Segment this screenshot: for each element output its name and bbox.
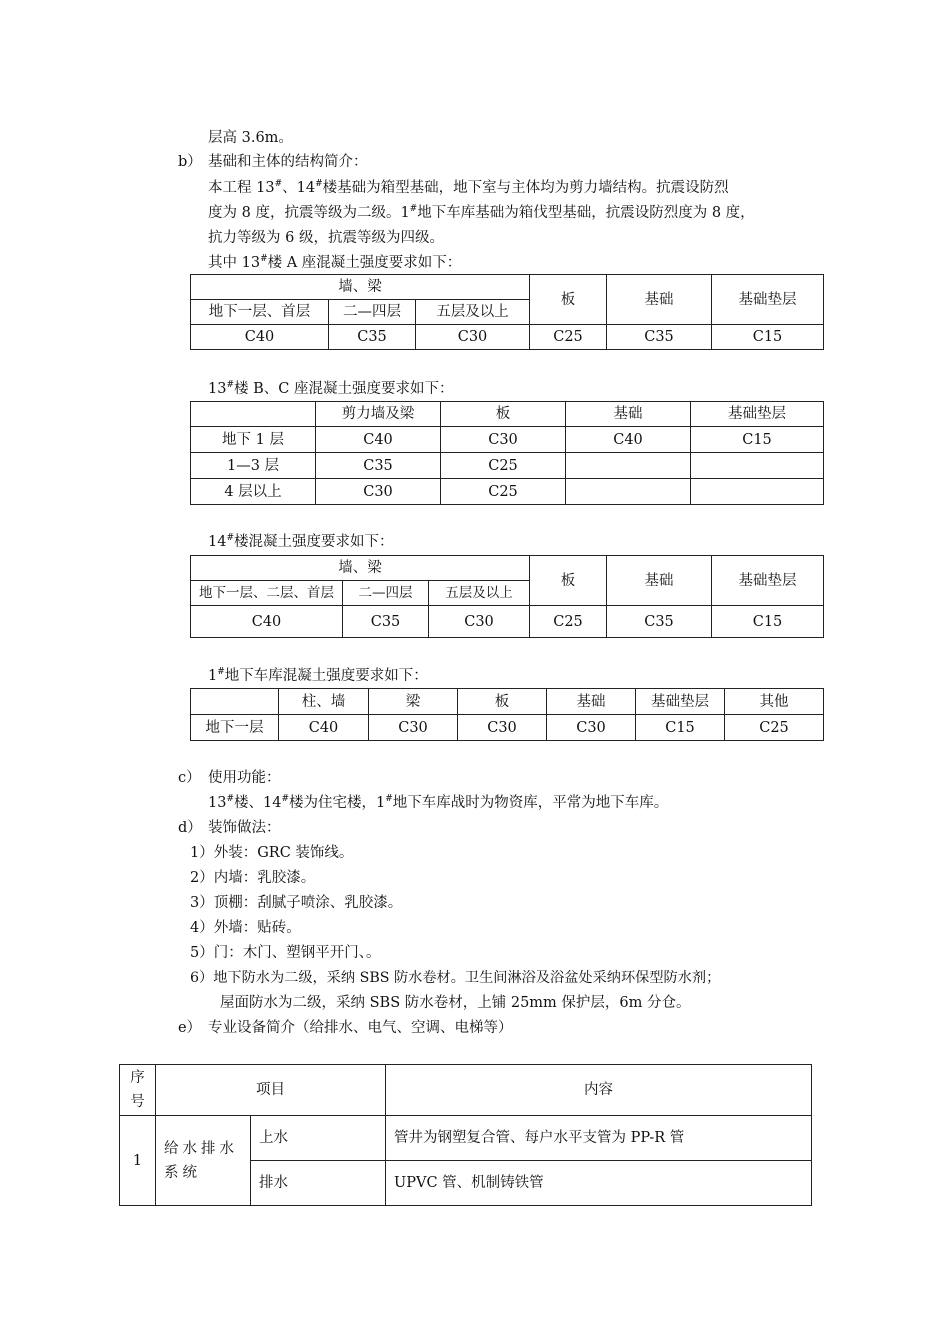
table5-equipment xyxy=(119,1064,812,1206)
table4-cell: C15 xyxy=(636,715,725,741)
section-c-title: 使用功能： xyxy=(208,770,281,786)
table2-header: 剪力墙及梁 xyxy=(316,402,441,427)
table2-cell: 地下 1 层 xyxy=(191,427,316,453)
table4-cell: C30 xyxy=(547,715,636,741)
section-b-paragraph-3: 抗力等级为 6 级，抗震等级为四级。 xyxy=(208,230,444,246)
table1-cell: C35 xyxy=(329,325,416,350)
table5-sub-item: 上水 xyxy=(251,1116,386,1161)
table1-header-cushion: 基础垫层 xyxy=(712,275,824,325)
table4-header: 柱、墙 xyxy=(279,689,369,715)
table2-header xyxy=(191,402,316,427)
table4-caption: 1#地下车库混凝土强度要求如下： xyxy=(208,667,428,684)
table1-concrete-13a xyxy=(190,274,824,350)
table1-subheader: 五层及以上 xyxy=(416,300,530,325)
section-e-title: 专业设备简介（给排水、电气、空调、电梯等） xyxy=(208,1020,513,1036)
table1-cell: C15 xyxy=(712,325,824,350)
table2-header: 基础 xyxy=(566,402,691,427)
table3-cell: C35 xyxy=(343,606,429,638)
table4-header xyxy=(191,689,279,715)
decoration-item: 5）门：木门、塑钢平开门、。 xyxy=(190,945,381,961)
table1-cell: C35 xyxy=(607,325,712,350)
table3-cell: C25 xyxy=(530,606,607,638)
section-b-paragraph-1: 本工程 13#、14#楼基础为箱型基础，地下室与主体均为剪力墙结构。抗震设防烈 xyxy=(208,179,729,196)
table1-group-header: 墙、梁 xyxy=(191,275,530,300)
decoration-item: 3）顶棚：刮腻子喷涂、乳胶漆。 xyxy=(190,895,403,911)
table2-cell: C15 xyxy=(691,427,824,453)
table2-cell: C25 xyxy=(441,479,566,505)
decoration-item-continued: 屋面防水为二级，采纳 SBS 防水卷材，上铺 25mm 保护层，6m 分仓。 xyxy=(220,995,691,1011)
table1-cell: C25 xyxy=(530,325,607,350)
section-d-title: 装饰做法： xyxy=(208,820,281,836)
table2-cell xyxy=(566,453,691,479)
table3-header-cushion: 基础垫层 xyxy=(712,556,824,606)
table1-cell: C30 xyxy=(416,325,530,350)
table5-header-item: 项目 xyxy=(156,1065,386,1116)
section-d-label: d） xyxy=(178,820,202,836)
table3-subheader: 五层及以上 xyxy=(429,581,530,606)
table2-concrete-13bc xyxy=(190,401,824,505)
table1-cell: C40 xyxy=(191,325,329,350)
section-c-text: 13#楼、14#楼为住宅楼，1#地下车库战时为物资库，平常为地下车库。 xyxy=(208,794,669,811)
table3-header-slab: 板 xyxy=(530,556,607,606)
floor-height-line: 层高 3.6m。 xyxy=(208,130,293,146)
decoration-item: 1）外装：GRC 装饰线。 xyxy=(190,845,354,861)
table4-concrete-garage xyxy=(190,688,824,741)
table4-cell: C30 xyxy=(458,715,547,741)
table2-cell xyxy=(566,479,691,505)
table2-cell: C30 xyxy=(316,479,441,505)
table5-header-content: 内容 xyxy=(386,1065,812,1116)
table2-cell: C35 xyxy=(316,453,441,479)
table2-cell xyxy=(691,453,824,479)
table3-cell: C30 xyxy=(429,606,530,638)
table1-header-foundation: 基础 xyxy=(607,275,712,325)
table1-caption: 其中 13#楼 A 座混凝土强度要求如下： xyxy=(208,254,462,271)
table3-caption: 14#楼混凝土强度要求如下： xyxy=(208,533,394,550)
table4-cell: 地下一层 xyxy=(191,715,279,741)
section-b-label: b） xyxy=(178,154,202,170)
table2-cell: C40 xyxy=(566,427,691,453)
table5-content-cell: 管井为钢塑复合管、每户水平支管为 PP-R 管 xyxy=(386,1116,812,1161)
table2-cell: C40 xyxy=(316,427,441,453)
table4-header: 板 xyxy=(458,689,547,715)
table5-header-seq: 序号 xyxy=(120,1065,156,1116)
table1-header-slab: 板 xyxy=(530,275,607,325)
section-b-title: 基础和主体的结构简介： xyxy=(208,154,368,170)
section-c-label: c） xyxy=(178,770,201,786)
table4-header: 基础 xyxy=(547,689,636,715)
table3-concrete-14 xyxy=(190,555,824,638)
table2-cell: 1—3 层 xyxy=(191,453,316,479)
section-e-label: e） xyxy=(178,1020,202,1036)
table3-subheader: 地下一层、二层、首层 xyxy=(191,581,343,606)
table4-cell: C25 xyxy=(725,715,824,741)
section-b-paragraph-2: 度为 8 度，抗震等级为二级。1#地下车库基础为箱伐型基础，抗震设防烈度为 8 度， xyxy=(208,204,755,221)
table1-subheader: 地下一层、首层 xyxy=(191,300,329,325)
table3-subheader: 二—四层 xyxy=(343,581,429,606)
decoration-item: 6）地下防水为二级，采纳 SBS 防水卷材。卫生间淋浴及浴盆处采纳环保型防水剂； xyxy=(190,970,721,986)
table4-cell: C30 xyxy=(369,715,458,741)
table4-header: 其他 xyxy=(725,689,824,715)
table3-cell: C15 xyxy=(712,606,824,638)
table2-cell: C30 xyxy=(441,427,566,453)
table2-cell xyxy=(691,479,824,505)
table2-header: 基础垫层 xyxy=(691,402,824,427)
decoration-item: 4）外墙：贴砖。 xyxy=(190,920,301,936)
table4-cell: C40 xyxy=(279,715,369,741)
table3-header-foundation: 基础 xyxy=(607,556,712,606)
table5-sub-item: 排水 xyxy=(251,1161,386,1206)
table2-caption: 13#楼 B、C 座混凝土强度要求如下： xyxy=(208,380,454,397)
table3-cell: C40 xyxy=(191,606,343,638)
table2-cell: C25 xyxy=(441,453,566,479)
table1-subheader: 二—四层 xyxy=(329,300,416,325)
decoration-item: 2）内墙：乳胶漆。 xyxy=(190,870,316,886)
table5-system-cell: 给水排水系统 xyxy=(156,1116,251,1206)
table3-cell: C35 xyxy=(607,606,712,638)
table2-cell: 4 层以上 xyxy=(191,479,316,505)
table4-header: 基础垫层 xyxy=(636,689,725,715)
table3-group-header: 墙、梁 xyxy=(191,556,530,581)
table2-header: 板 xyxy=(441,402,566,427)
table5-seq-cell: 1 xyxy=(120,1116,156,1206)
table5-content-cell: UPVC 管、机制铸铁管 xyxy=(386,1161,812,1206)
table4-header: 梁 xyxy=(369,689,458,715)
